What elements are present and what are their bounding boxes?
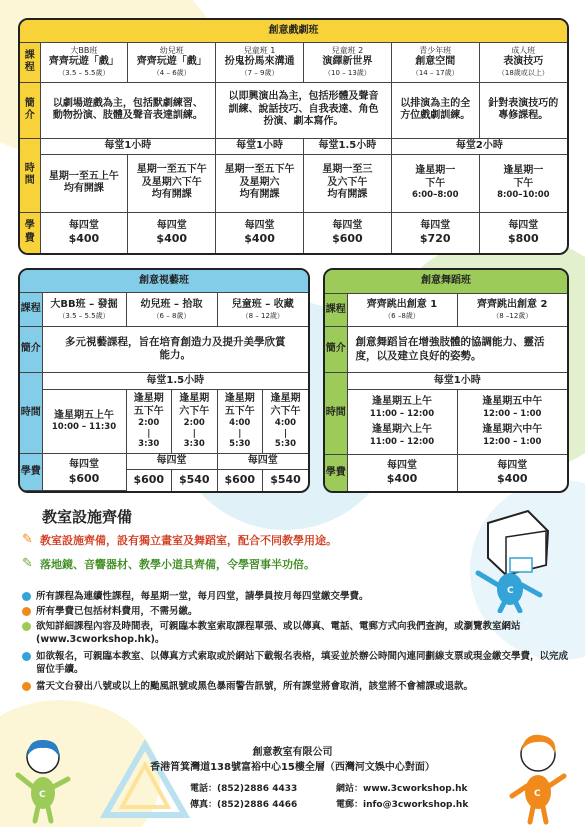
visual-course-1: 大BB班 – 發掘 （3.5 – 5.5歲） [42,293,126,326]
drama-row-intro: 簡介 [20,82,40,138]
visual-row-course: 課程 [20,293,42,326]
drama-time-3: 星期一至五下午 及星期六 均有開課 [216,154,304,212]
drama-fee-3: 每四堂 $400 [216,212,304,253]
bullet-dot-icon [22,607,31,616]
drama-time-2: 星期一至五下午 及星期六下午 均有開課 [128,154,216,212]
visual-course-2: 幼兒班 – 拾取 （6 – 8歲） [126,293,217,326]
visual-fee-unit-a: 每四堂 [126,454,217,470]
bullet-dot-icon [22,622,31,631]
drama-time-4: 星期一至三 及六下午 均有開課 [303,154,391,212]
dance-title: 創意舞蹈班 [325,270,567,293]
drama-intro-2: 以即興演出為主，包括形體及聲音訓練、說話技巧、自我表達、角色扮演、劇本寫作。 [216,82,392,138]
dance-time-1: 逢星期五上午 11:00 – 12:00 逢星期六上午 11:00 – 12:00 [347,389,457,454]
drama-fee-2: 每四堂 $400 [128,212,216,253]
visual-fee-1: 每四堂 $600 [42,454,126,491]
note-1: 所有課程為連續性課程，每星期一堂，每月四堂，請學員按月每四堂繳交學費。 [22,590,570,603]
bullet-dot-icon [22,652,31,661]
visual-fee-unit-b: 每四堂 [217,454,308,470]
drama-intro-4: 針對表演技巧的專修課程。 [479,82,567,138]
note-5: 當天文台發出八號或以上的颱風訊號或黑色暴雨警告訊號，所有課堂將會取消，該堂將不會補課或退款。 [22,680,522,693]
dance-row-intro: 簡介 [325,327,347,373]
footer-email[interactable]: 電郵：info@3cworkshop.hk [336,800,469,810]
footer-address: 香港筲箕灣道138號富裕中心15樓全層（西灣河文娛中心對面） [150,762,435,773]
visual-time-1: 逢星期五上午 10:00 – 11:30 [42,389,126,454]
facility-line-2: ✎ 落地鏡、音響器材、教學小道具齊備，令學習事半功倍。 [22,556,315,571]
drama-time-5: 逢星期一 下午 6:00–8:00 [391,154,479,212]
drama-time-1: 星期一至五上午 均有開課 [40,154,128,212]
drama-duration-1: 每堂1小時 [40,138,216,154]
dance-intro: 創意舞蹈旨在增強肢體的協調能力、靈活度，以及建立良好的姿勢。 [347,327,567,373]
drama-time-6: 逢星期一 下午 8:00–10:00 [479,154,567,212]
visual-fee-4: $600 [217,470,263,491]
dance-course-2: 齊齊跳出創意 2 （8 –12歲） [457,293,567,327]
facility-line-1: ✎ 教室設施齊備，設有獨立畫室及舞蹈室，配合不同教學用途。 [22,532,337,547]
bullet-dot-icon [22,682,31,691]
drama-row-time: 時間 [20,138,40,212]
drama-fee-4: 每四堂 $600 [303,212,391,253]
dance-duration: 每堂1小時 [347,373,567,390]
dance-time-2: 逢星期五中午 12:00 – 1:00 逢星期六中午 12:00 – 1:00 [457,389,567,454]
footer-company: 創意教室有限公司 [252,747,333,758]
drama-duration-3: 每堂1.5小時 [303,138,391,154]
visual-course-3: 兒童班 – 收藏 （8 – 12歲） [217,293,308,326]
visual-title: 創意視藝班 [20,270,308,293]
footer-web[interactable]: 網站：www.3cworkshop.hk [336,784,468,794]
drama-row-course: 課程 [20,42,40,82]
visual-slot-2: 逢星期 六下午 2:00 | 3:30 [172,389,218,454]
visual-fee-5: $540 [263,470,309,491]
svg-text:C: C [39,790,46,800]
drama-course-3: 兒童班 1 扮鬼扮馬來溝通 （7 – 9歲） [216,42,304,82]
visual-duration: 每堂1.5小時 [42,372,308,389]
note-4: 如欲報名，可親臨本教室、以傳真方式索取或於網站下載報名表格，填妥並於辦公時間內連同劃線支票或現金繳交學費，以完成留位手續。 [22,650,570,676]
facilities-title: 教室設施齊備 [42,508,133,526]
visual-slot-4: 逢星期 六下午 4:00 | 5:30 [263,389,309,454]
visual-fee-2: $600 [126,470,172,491]
footer-tel: 電話：(852)2886 4433 [190,784,298,794]
drama-course-2: 幼兒班 齊齊玩遊「戲」 （4 – 6歲） [128,42,216,82]
note-2: 所有學費已包括材料費用，不需另繳。 [22,605,570,618]
svg-text:C: C [534,789,541,799]
visual-slot-3: 逢星期 五下午 4:00 | 5:30 [217,389,263,454]
dance-fee-2: 每四堂 $400 [457,454,567,491]
drama-title: 創意戲劇班 [20,20,567,42]
visual-fee-3: $540 [172,470,218,491]
drama-fee-5: 每四堂 $720 [391,212,479,253]
visual-row-fee: 學費 [20,454,42,491]
drama-fee-6: 每四堂 $800 [479,212,567,253]
drama-panel [18,18,569,255]
drama-course-6: 成人班 表演技巧 （18歲或以上） [479,42,567,82]
note-3: 欲知詳細課程內容及時間表，可親臨本教室索取課程單張、或以傳真、電話、電郵方式向我們查詢，或瀏覽教室網站 (www.3cworkshop.hk)。 [22,620,570,646]
dance-row-fee: 學費 [325,454,347,491]
visual-row-intro: 簡介 [20,326,42,372]
dance-fee-1: 每四堂 $400 [347,454,457,491]
drama-intro-1: 以劇場遊戲為主，包括默劇練習、動物扮演、肢體及聲音表達訓練。 [40,82,216,138]
dance-row-course: 課程 [325,293,347,327]
pencil-note-icon: ✎ [22,532,33,547]
visual-panel [18,268,310,493]
visual-slot-1: 逢星期 五下午 2:00 | 3:30 [126,389,172,454]
drama-intro-3: 以排演為主的全方位戲劇訓練。 [391,82,479,138]
drama-row-fee: 學費 [20,212,40,253]
drama-course-4: 兒童班 2 演繹新世界 （10 – 13歲） [303,42,391,82]
bullet-dot-icon [22,592,31,601]
dance-course-1: 齊齊跳出創意 1 （6 –8歲） [347,293,457,327]
drama-course-5: 青少年班 創意空間 （14 – 17歲） [391,42,479,82]
footer-fax: 傳真：(852)2886 4466 [190,800,298,810]
drama-duration-2: 每堂1小時 [216,138,304,154]
visual-intro: 多元視藝課程，旨在培育創造力及提升美學欣賞能力。 [42,326,308,372]
visual-row-time: 時間 [20,372,42,454]
svg-text:C: C [507,586,514,596]
dance-row-time: 時間 [325,373,347,455]
pencil-note-icon: ✎ [22,556,33,571]
drama-duration-4: 每堂2小時 [391,138,567,154]
dance-panel [323,268,569,493]
drama-fee-1: 每四堂 $400 [40,212,128,253]
drama-course-1: 大BB班 齊齊玩遊「戲」 （3.5 – 5.5歲） [40,42,128,82]
